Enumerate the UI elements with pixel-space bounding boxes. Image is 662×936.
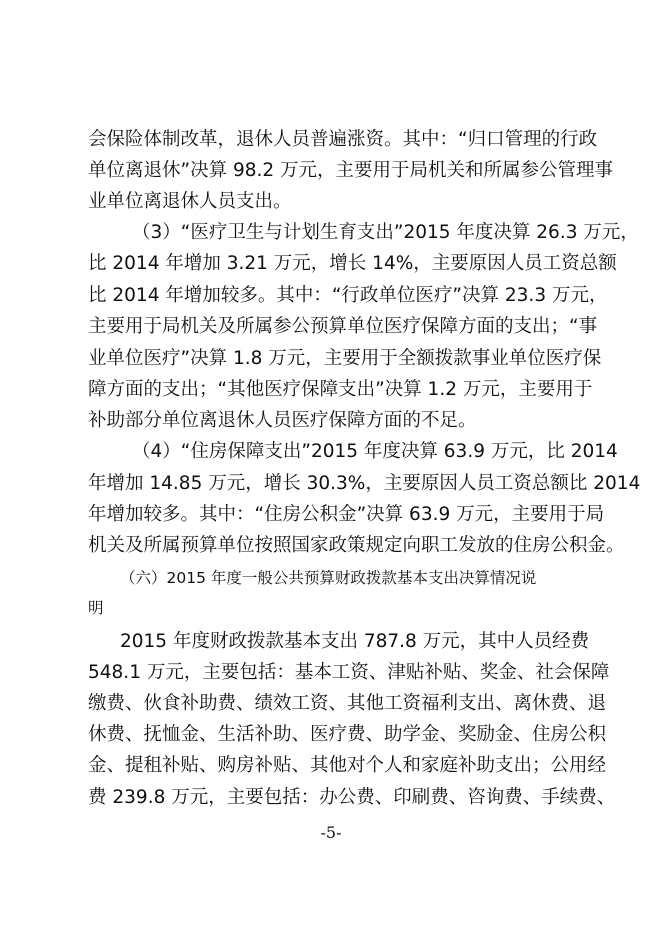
body-text-line: 业单位医疗”决算 1.8 万元，主要用于全额拨款事业单位医疗保 <box>88 348 602 369</box>
body-text-line: 补助部分单位离退休人员医疗保障方面的不足。 <box>88 410 477 431</box>
body-text-line: 比 2014 年增加较多。其中：“行政单位医疗”决算 23.3 万元， <box>88 285 608 306</box>
body-text-line: 缴费、伙食补助费、绩效工资、其他工资福利支出、离休费、退 <box>88 693 607 714</box>
body-text-line: 障方面的支出；“其他医疗保障支出”决算 1.2 万元，主要用于 <box>88 379 593 400</box>
section-heading-line: （六）2015 年度一般公共预算财政拨款基本支出决算情况说 <box>120 569 537 587</box>
body-text-line: 年增加较多。其中：“住房公积金”决算 63.9 万元，主要用于局 <box>88 504 605 525</box>
body-text-line: 机关及所属预算单位按照国家政策规定向职工发放的住房公积金。 <box>88 535 625 556</box>
page-number: -5- <box>320 823 342 842</box>
body-text-line: 费 239.8 万元，主要包括：办公费、印刷费、咨询费、手续费、 <box>88 787 616 808</box>
body-text-line: 会保险体制改革，退休人员普遍涨资。其中：“归口管理的行政 <box>88 129 598 150</box>
body-text-line: 业单位离退休人员支出。 <box>88 191 292 212</box>
body-text-line: 主要用于局机关及所属参公预算单位医疗保障方面的支出；“事 <box>88 316 598 337</box>
body-text-line: （4）“住房保障支出”2015 年度决算 63.9 万元，比 2014 <box>132 441 618 462</box>
body-text-line: 548.1 万元，主要包括：基本工资、津贴补贴、奖金、社会保障 <box>88 662 610 683</box>
body-text-line: 2015 年度财政拨款基本支出 787.8 万元，其中人员经费 <box>120 631 590 652</box>
body-text-line: （3）“医疗卫生与计划生育支出”2015 年度决算 26.3 万元， <box>132 222 639 243</box>
body-text-line: 单位离退休”决算 98.2 万元，主要用于局机关和所属参公管理事 <box>88 160 614 181</box>
body-text-line: 金、提租补贴、购房补贴、其他对个人和家庭补助支出；公用经 <box>88 755 607 776</box>
body-text-line: 年增加 14.85 万元，增长 30.3%，主要原因人员工资总额比 2014 <box>88 473 641 494</box>
body-text-line: 比 2014 年增加 3.21 万元，增长 14%，主要原因人员工资总额 <box>88 253 617 274</box>
body-text-line: 休费、抚恤金、生活补助、医疗费、助学金、奖励金、住房公积 <box>88 724 607 745</box>
section-heading-line: 明 <box>88 599 104 617</box>
